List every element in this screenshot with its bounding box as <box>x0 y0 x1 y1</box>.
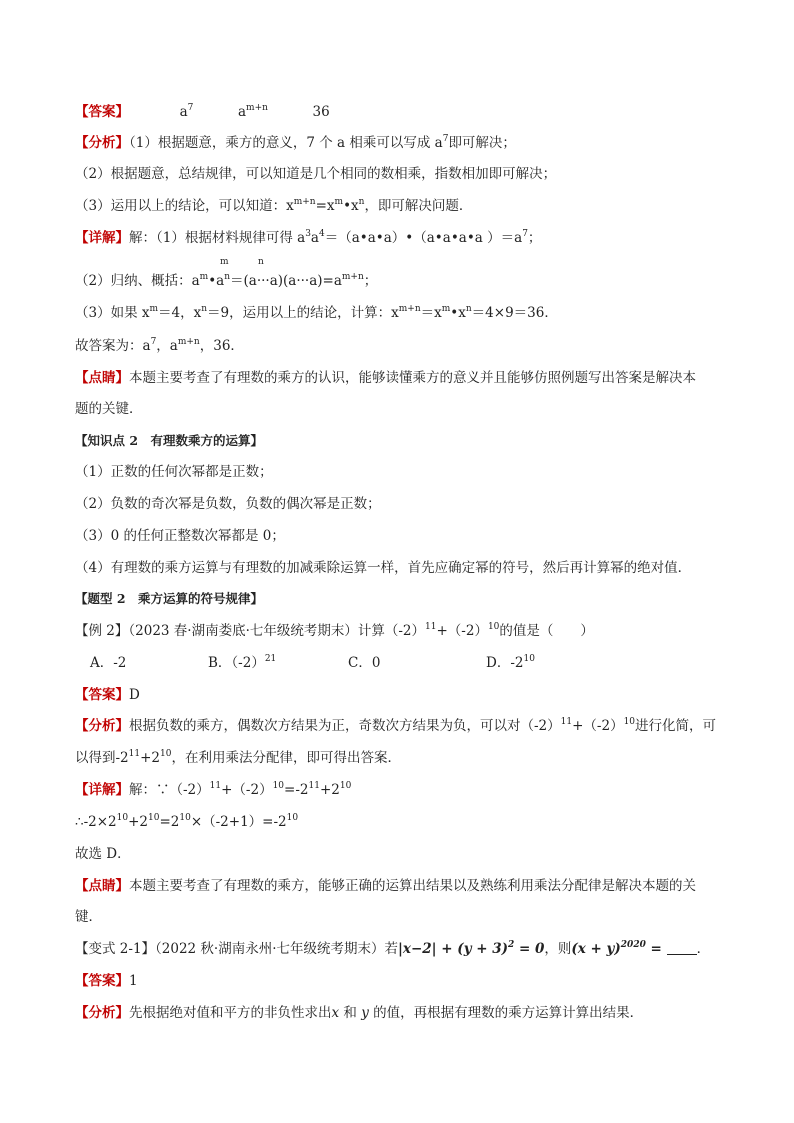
brace-label-n: n <box>258 257 264 267</box>
kp-item-3: （3）0 的任何正整数次幂都是 0； <box>75 528 285 544</box>
variant-2-1-analysis: 【分析】先根据绝对值和平方的非负性求出x 和 y 的值，再根据有理数的乘方运算计算出结果． <box>75 1005 644 1021</box>
question-type-heading: 【题型 2 乘方运算的符号规律】 <box>75 591 264 606</box>
option-d: D．$-2^{10}$ <box>486 654 535 671</box>
knowledge-point-heading: 【知识点 2 有理数乘方的运算】 <box>75 433 264 448</box>
answer-line-1: 【答案】 $a^7$ $a^{m+n}$ 36 <box>75 103 330 120</box>
variant-2-1-question: 【变式 2-1】（2022 秋·湖南永州·七年级统考期末）若$|x-2| + (y + 3)^2 = 0$，则$(x + y)^{2020}$ = ． <box>75 940 711 957</box>
brace-label-m: m <box>220 257 229 267</box>
equation-1: $|x-2| + (y + 3)^2 = 0$ <box>398 940 545 957</box>
variant-2-1-answer: 【答案】1 <box>75 973 138 989</box>
comment-line-1: 【点睛】本题主要考查了有理数的乘方的认识，能够读懂乘方的意义并且能够仿照例题写出答案是解决本 <box>75 370 696 386</box>
option-c: C．0 <box>348 655 381 671</box>
equation-2: $(x + y)^{2020}$ = <box>571 940 667 957</box>
example-2-analysis-1: 【分析】根据负数的乘方，偶数次方结果为正，奇数次方结果为负，可以对$(-2)^{11}+(-2)^{10}$进行化简，可 <box>75 717 717 734</box>
analysis-line-2: （2）根据题意，总结规律，可以知道是几个相同的数相乘，指数相加即可解决； <box>75 166 557 182</box>
example-2-question: 【例 2】（2023 春·湖南娄底·七年级统考期末）计算$(-2)^{11}+(-2)^{10}$的值是（ ） <box>75 622 594 639</box>
detail-line-2: （2）归纳、概括：$a^m•a^n=(a\cdot\cdot\cdot a)(a\cdot\cdot\cdot a)=a^{m+n}$； <box>75 272 378 289</box>
example-2-comment-2: 键． <box>75 909 102 925</box>
example-2-choose: 故选 D． <box>75 846 131 862</box>
example-2-detail-1: 【详解】解：$\because(-2)^{11}+(-2)^{10}=-2^{11}+2^{10}$ <box>75 781 352 798</box>
detail-line-3: （3）如果 $x^m=4$，$x^n=9$，运用以上的结论，计算：$x^{m+n}=x^m•x^n=4\times 9=36$． <box>75 304 558 321</box>
analysis-line-1: 【分析】（1）根据题意，乘方的意义，7 个 a 相乘可以写成 $a^7$即可解决； <box>75 134 516 151</box>
example-2-answer: 【答案】D <box>75 687 140 703</box>
example-2-detail-2: $\therefore-2\times 2^{10}+2^{10}=2^{10}\times(-2+1)=-2^{10}$ <box>75 813 299 830</box>
comment-line-2: 题的关键． <box>75 401 143 417</box>
kp-item-1: （1）正数的任何次幂都是正数； <box>75 464 273 480</box>
detail-line-1: 【详解】解：（1）根据材料规律可得 $a^3a^4=(a•a•a)•(a•a•a•a$ ）$=a^7$； <box>75 229 542 246</box>
kp-item-2: （2）负数的奇次幂是负数，负数的偶次幂是正数； <box>75 496 381 512</box>
example-2-comment-1: 【点睛】本题主要考查了有理数的乘方，能够正确的运算出结果以及熟练利用乘法分配律是解决本题的关 <box>75 878 696 894</box>
kp-item-4: （4）有理数的乘方运算与有理数的加减乘除运算一样，首先应确定幂的符号，然后再计算幂的绝对值． <box>75 560 692 576</box>
option-a: A．-2 <box>90 655 127 671</box>
analysis-line-3: （3）运用以上的结论，可以知道：$x^{m+n}=x^m•x^n$，即可解决问题． <box>75 197 473 214</box>
answer-blank <box>667 940 697 955</box>
example-2-analysis-2: 以得到$-2^{11}+2^{10}$，在利用乘法分配律，即可得出答案． <box>75 749 401 766</box>
final-answer-line: 故答案为：$a^7$，$a^{m+n}$，36． <box>75 337 244 354</box>
answer-tag: 【答案】 <box>75 104 129 120</box>
option-b: B．$(-2)^{21}$ <box>208 654 277 671</box>
